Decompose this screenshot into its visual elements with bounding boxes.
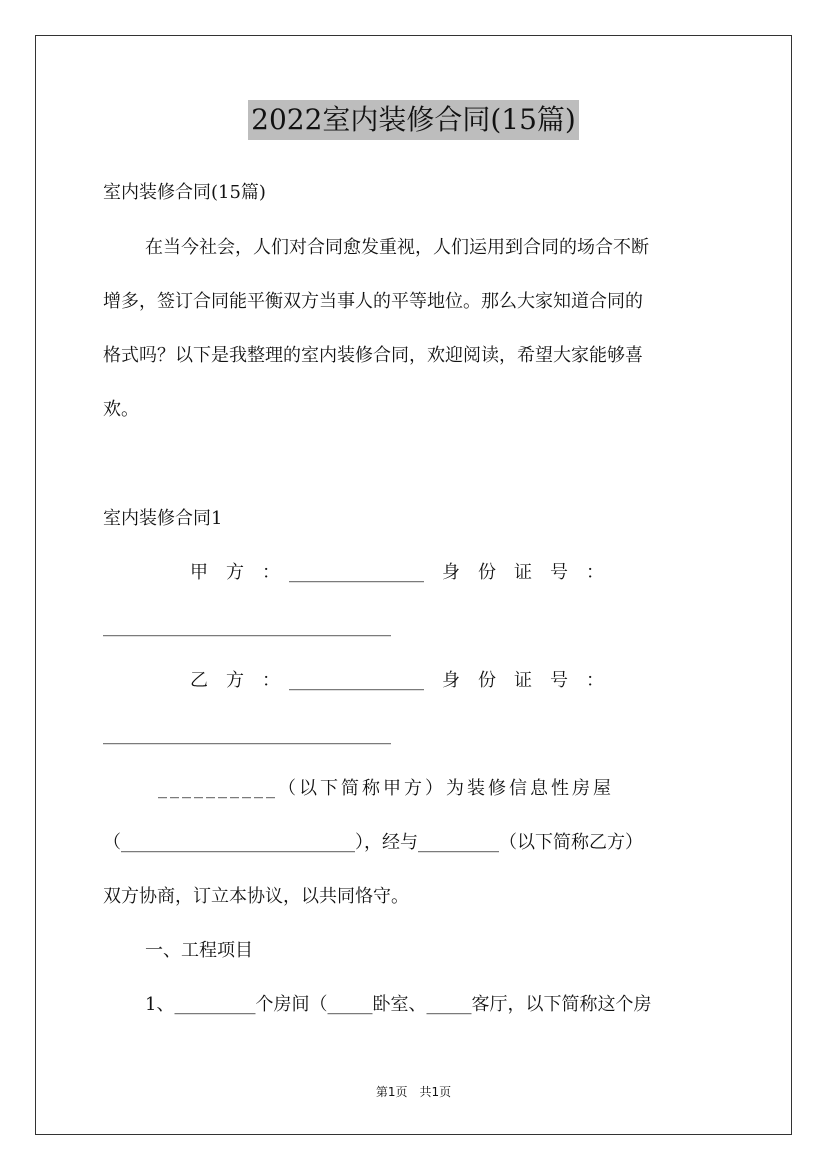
agreement-line-2: （__________________________），经与_________（以下简称乙方） (103, 832, 643, 853)
party-b-line: 乙 方 ： _______________ 身 份 证 号 ： (190, 670, 604, 691)
intro-line-4: 欢。 (103, 399, 139, 420)
intro-line-3: 格式吗？以下是我整理的室内装修合同，欢迎阅读，希望大家能够喜 (103, 345, 643, 366)
document-title (0, 100, 827, 140)
party-b-id-blank: ________________________________ (103, 724, 391, 745)
party-a-id-blank: ________________________________ (103, 616, 391, 637)
agreement-line-1: __________（以下简称甲方）为装修信息性房屋 (158, 778, 614, 799)
title-text: 2022室内装修合同(15篇) (248, 100, 579, 140)
page-footer: 第1页 共1页 (375, 1085, 452, 1099)
clause-1: 1、_________个房间（_____卧室、_____客厅，以下简称这个房 (145, 994, 652, 1015)
intro-line-1: 在当今社会，人们对合同愈发重视，人们运用到合同的场合不断 (145, 237, 649, 258)
document-subtitle: 室内装修合同(15篇) (103, 182, 266, 203)
clause-heading: 一、工程项目 (145, 940, 253, 961)
party-a-line: 甲 方 ： _______________ 身 份 证 号 ： (190, 562, 604, 583)
intro-line-2: 增多，签订合同能平衡双方当事人的平等地位。那么大家知道合同的 (103, 291, 643, 312)
section-heading: 室内装修合同1 (103, 508, 223, 529)
agreement-line-3: 双方协商，订立本协议，以共同恪守。 (103, 886, 409, 907)
